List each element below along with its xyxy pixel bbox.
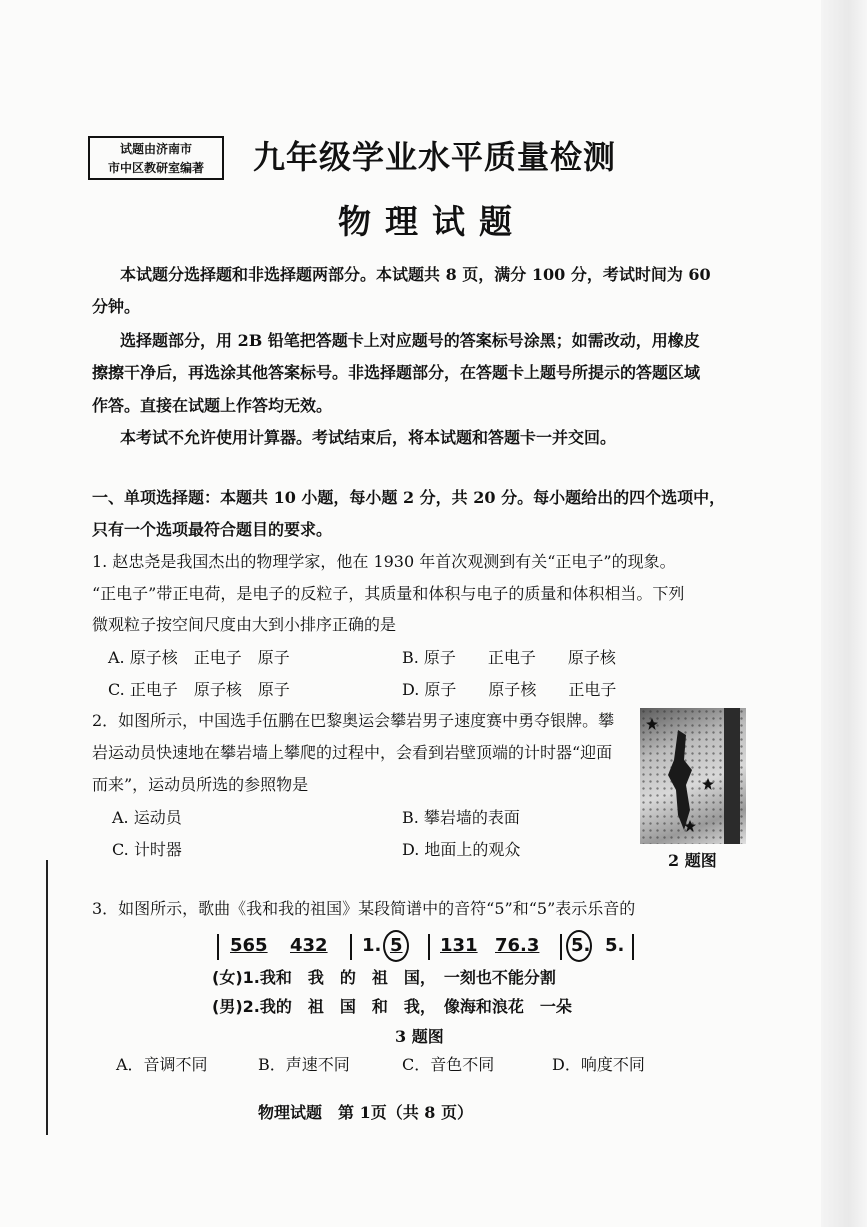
intro-p2a: 选择题部分，用 2B 铅笔把答题卡上对应题号的答案标号涂黑；如需改动，用橡皮 [120, 331, 700, 350]
wall-banner [724, 708, 740, 844]
note-group: 565 [230, 935, 268, 956]
exam-title: 九年级学业水平质量检测 [253, 138, 617, 176]
lyric-line-1: (女)1.我和 我 的 祖 国， 一刻也不能分割 [212, 968, 556, 987]
q1-option-a: A. 原子核 正电子 原子 [108, 648, 290, 667]
q2-stem-1: 2．如图所示，中国选手伍鹏在巴黎奥运会攀岩男子速度赛中勇夺银牌。攀 [92, 711, 615, 730]
q3-stem: 3．如图所示，歌曲《我和我的祖国》某段简谱中的音符“5”和“5”表示乐音的 [92, 899, 636, 918]
q3-option-a: A．音调不同 [116, 1055, 208, 1074]
intro-p1b: 分钟。 [92, 297, 141, 316]
intro-p1a: 本试题分选择题和非选择题两部分。本试题共 8 页，满分 100 分，考试时间为 60 [120, 265, 711, 284]
q3-option-c: C．音色不同 [402, 1055, 495, 1074]
bar-line [217, 934, 219, 960]
intro-p3: 本考试不允许使用计算器。考试结束后，将本试题和答题卡一并交回。 [120, 428, 617, 447]
note: 5. [605, 935, 625, 956]
section-heading-2: 只有一个选项最符合题目的要求。 [92, 520, 333, 539]
intro-p2b: 擦擦干净后，再选涂其他答案标号。非选择题部分，在答题卡上题号所提示的答题区域 [92, 363, 701, 382]
exam-subtitle: 物理试题 [338, 202, 526, 241]
q1-option-c: C. 正电子 原子核 原子 [108, 680, 290, 699]
q2-option-a: A. 运动员 [112, 808, 182, 827]
q1-option-b: B. 原子 正电子 原子核 [402, 648, 616, 667]
q1-stem-1: 1. 赵忠尧是我国杰出的物理学家，他在 1930 年首次观测到有关“正电子”的现象。 [92, 552, 676, 571]
q2-option-d: D. 地面上的观众 [402, 840, 521, 859]
bar-line [428, 934, 430, 960]
q2-stem-2: 岩运动员快速地在攀岩墙上攀爬的过程中，会看到岩壁顶端的计时器“迎面 [92, 743, 613, 762]
circled-note: 5. [571, 935, 591, 956]
q3-option-d: D．响度不同 [552, 1055, 645, 1074]
page-footer: 物理试题 第 1页（共 8 页） [258, 1103, 473, 1122]
bar-line [560, 934, 562, 960]
q3-figure-caption: 3 题图 [395, 1027, 444, 1046]
note-group: 131 [440, 935, 478, 956]
bar-line [350, 934, 352, 960]
binding-line [46, 860, 48, 1135]
note-group: 76.3 [495, 935, 540, 956]
q2-stem-3: 而来”，运动员所选的参照物是 [92, 775, 309, 794]
lyric-line-2: (男)2.我的 祖 国 和 我， 像海和浪花 一朵 [212, 997, 572, 1016]
intro-p2c: 作答。直接在试题上作答均无效。 [92, 396, 333, 415]
q1-stem-2: “正电子”带正电荷，是电子的反粒子，其质量和体积与电子的质量和体积相当。下列 [92, 584, 685, 603]
section-heading-1: 一、单项选择题：本题共 10 小题，每小题 2 分，共 20 分。每小题给出的四个选项中， [92, 488, 726, 507]
note: 1. [362, 935, 382, 956]
q1-stem-3: 微观粒子按空间尺度由大到小排序正确的是 [92, 615, 397, 634]
q3-option-b: B．声速不同 [258, 1055, 350, 1074]
page-edge-shadow [821, 0, 867, 1227]
q2-option-b: B. 攀岩墙的表面 [402, 808, 520, 827]
editor-stamp [88, 136, 224, 180]
q2-option-c: C. 计时器 [112, 840, 182, 859]
q2-figure-caption: 2 题图 [668, 851, 717, 870]
bar-line [632, 934, 634, 960]
stamp-line-1: 试题由济南市 [119, 142, 192, 156]
circled-note: 5 [390, 935, 403, 956]
note-group: 432 [290, 935, 328, 956]
climbing-photo [640, 708, 746, 844]
stamp-line-2: 市中区教研室编著 [107, 161, 204, 175]
q1-option-d: D. 原子 原子核 正电子 [402, 680, 617, 699]
